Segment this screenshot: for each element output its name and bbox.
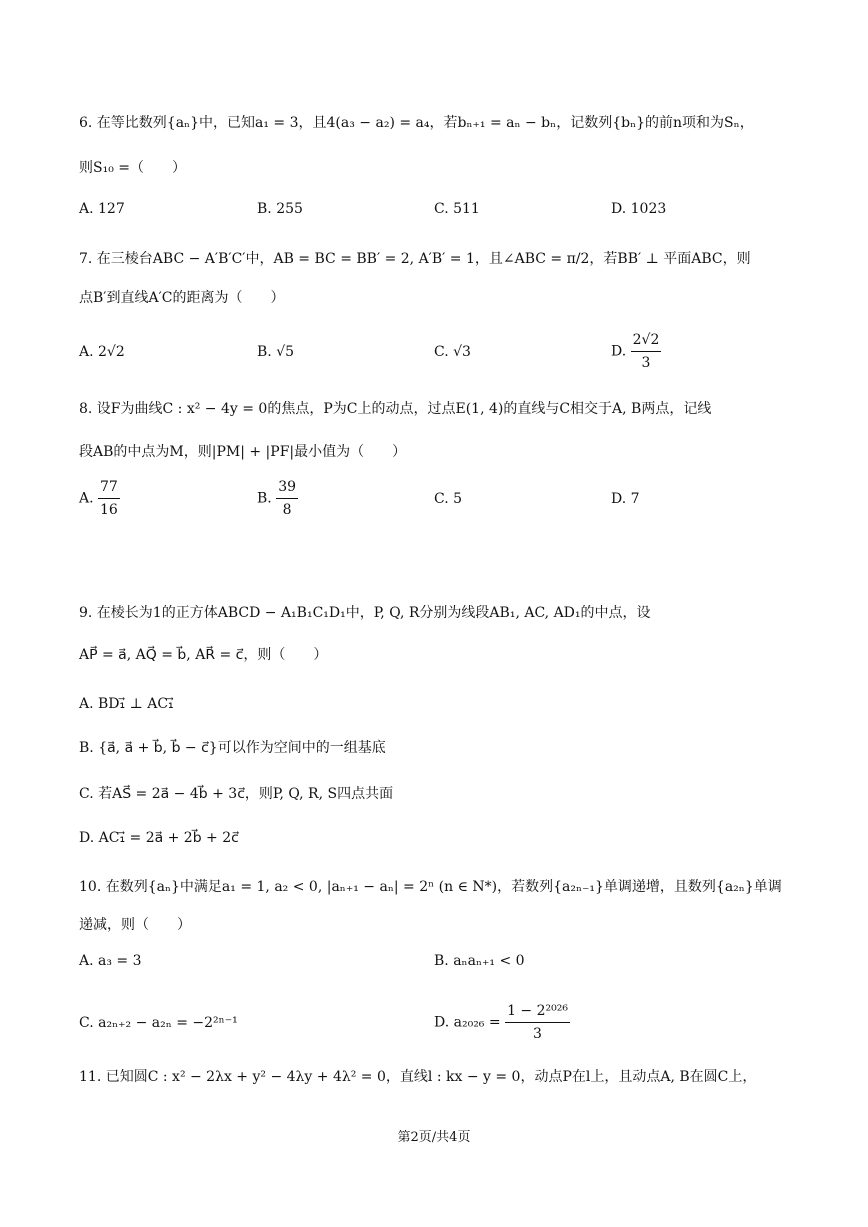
q10-option-c: C. a₂ₙ₊₂ − a₂ₙ = −2²ⁿ⁻¹ bbox=[79, 1015, 238, 1031]
q7-option-b: B. √5 bbox=[257, 344, 295, 360]
q8-stem-line1: 8. 设F为曲线C : x² − 4y = 0的焦点，P为C上的动点，过点E(1, 4)的直线与C相交于A, B两点，记线 bbox=[79, 401, 712, 417]
q9-stem-line2: AP⃗ = a⃗, AQ⃗ = b⃗, AR⃗ = c⃗，则（ ） bbox=[79, 647, 328, 663]
q6-option-d: D. 1023 bbox=[611, 201, 667, 217]
q7-stem-line1: 7. 在三棱台ABC − A′B′C′中，AB = BC = BB′ = 2, A′B′ = 1，且∠ABC = π/2，若BB′ ⊥ 平面ABC，则 bbox=[79, 251, 751, 267]
q7-option-d-numerator: 2√2 bbox=[631, 329, 662, 352]
q10-option-d-fraction bbox=[505, 1000, 570, 1045]
q8-option-b-denominator: 8 bbox=[282, 502, 292, 518]
q9-option-b: B. {a⃗, a⃗ + b⃗, b⃗ − c⃗}可以作为空间中的一组基底 bbox=[79, 740, 386, 756]
q8-option-b-label: B. bbox=[257, 490, 272, 507]
q9-stem-line1: 9. 在棱长为1的正方体ABCD − A₁B₁C₁D₁中，P, Q, R分别为线段AB₁, AC, AD₁的中点，设 bbox=[79, 605, 651, 621]
q6-option-c: C. 511 bbox=[434, 201, 480, 217]
q6-stem-line1: 6. 在等比数列{aₙ}中，已知a₁ = 3，且4(a₃ − a₂) = a₄，若bₙ₊₁ = aₙ − bₙ，记数列{bₙ}的前n项和为Sₙ， bbox=[79, 115, 754, 131]
q8-option-a bbox=[79, 476, 120, 521]
q10-stem-line1: 10. 在数列{aₙ}中满足a₁ = 1, a₂ < 0, |aₙ₊₁ − aₙ| = 2ⁿ (n ∈ N*)，若数列{a₂ₙ₋₁}单调递增，且数列{a₂ₙ}单调 bbox=[79, 879, 782, 895]
q6-option-a: A. 127 bbox=[79, 201, 125, 217]
q11-stem-line1: 11. 已知圆C : x² − 2λx + y² − 4λy + 4λ² = 0，直线l : kx − y = 0，动点P在l上，且动点A, B在圆C上， bbox=[79, 1069, 757, 1085]
q7-option-d-denominator: 3 bbox=[641, 355, 651, 371]
q8-option-a-fraction bbox=[98, 476, 120, 521]
page-footer: 第2页/共4页 bbox=[397, 1130, 471, 1145]
q7-option-d bbox=[611, 329, 661, 374]
q10-stem-line2: 递减，则（ ） bbox=[79, 917, 191, 933]
q8-option-a-denominator: 16 bbox=[100, 502, 118, 518]
q10-option-a: A. a₃ = 3 bbox=[79, 953, 142, 969]
q9-option-c: C. 若AS⃗ = 2a⃗ − 4b⃗ + 3c⃗，则P, Q, R, S四点共面 bbox=[79, 786, 394, 802]
q7-option-d-fraction bbox=[631, 329, 662, 374]
q8-option-b bbox=[257, 476, 298, 521]
q10-option-d-denominator: 3 bbox=[533, 1026, 542, 1042]
q8-option-d: D. 7 bbox=[611, 491, 640, 507]
q8-option-a-numerator: 77 bbox=[98, 476, 120, 499]
q8-option-a-label: A. bbox=[79, 490, 94, 507]
q9-option-d: D. AC₁⃗ = 2a⃗ + 2b⃗ + 2c⃗ bbox=[79, 830, 239, 846]
q8-option-b-fraction bbox=[276, 476, 298, 521]
q10-option-d-label: D. a₂₀₂₆ = bbox=[434, 1014, 501, 1031]
q6-option-b: B. 255 bbox=[257, 201, 303, 217]
q8-option-c: C. 5 bbox=[434, 491, 463, 507]
q10-option-d-numerator: 1 − 2²⁰²⁶ bbox=[505, 1000, 570, 1023]
q8-stem-line2: 段AB的中点为M，则|PM| + |PF|最小值为（ ） bbox=[79, 444, 407, 460]
q8-option-b-numerator: 39 bbox=[276, 476, 298, 499]
q7-option-d-label: D. bbox=[611, 343, 627, 360]
q7-option-a: A. 2√2 bbox=[79, 344, 125, 360]
q7-stem-line2: 点B′到直线A′C的距离为（ ） bbox=[79, 290, 285, 306]
q7-option-c: C. √3 bbox=[434, 344, 471, 360]
q6-stem-line2: 则S₁₀ =（ ） bbox=[79, 160, 186, 176]
q10-option-d bbox=[434, 1000, 570, 1045]
q10-option-b: B. aₙaₙ₊₁ < 0 bbox=[434, 953, 525, 969]
q9-option-a: A. BD₁⃗ ⊥ AC₁⃗ bbox=[79, 696, 174, 712]
